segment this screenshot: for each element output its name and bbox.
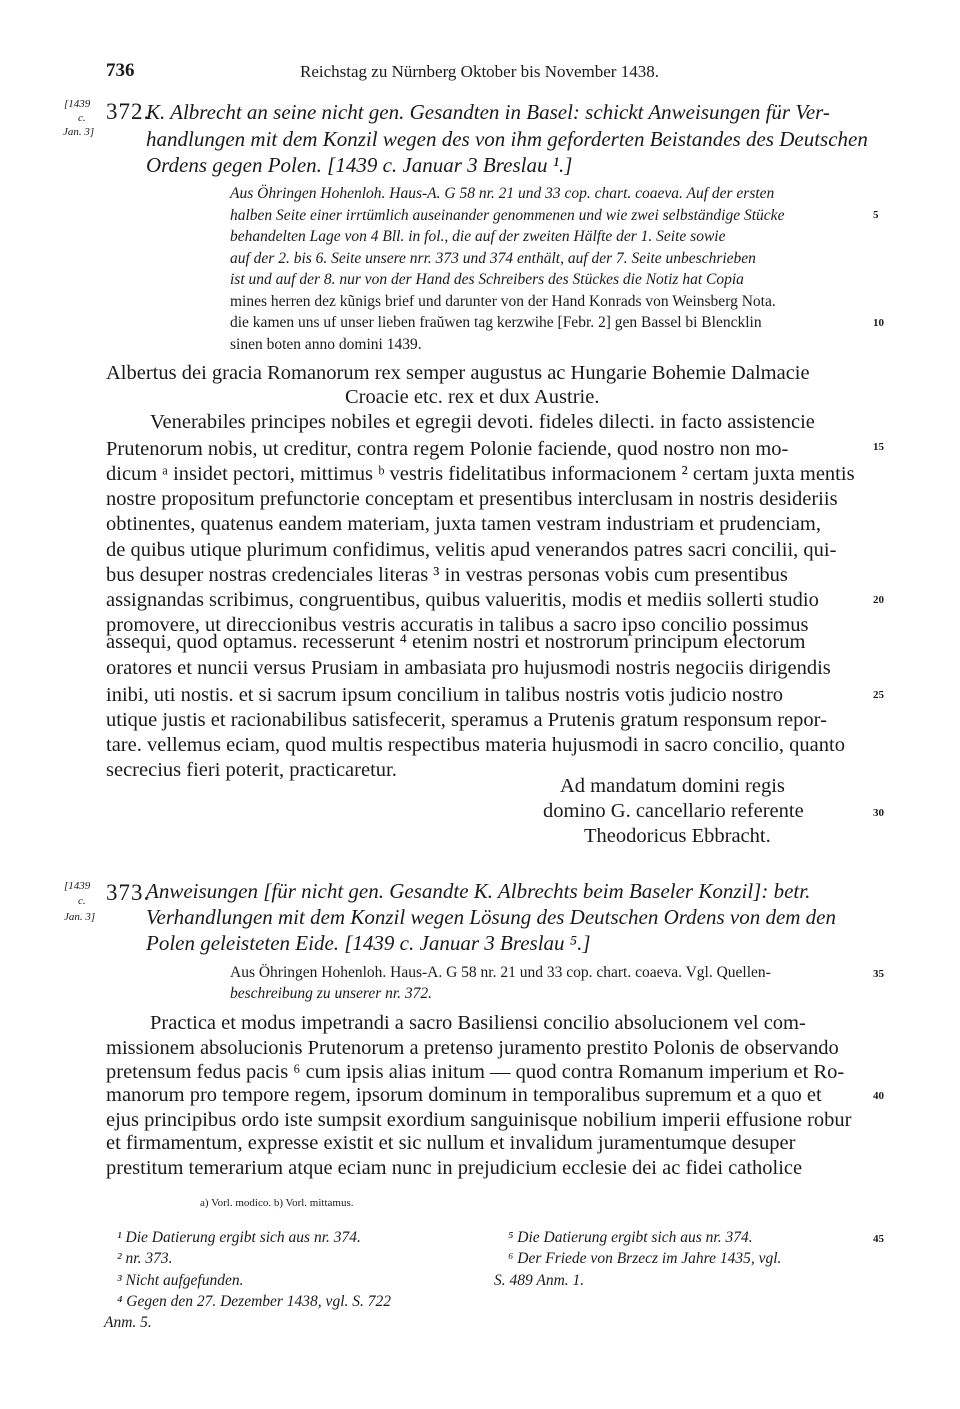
line-number-30: 30	[873, 807, 884, 819]
doc372-text-line-14: tare. vellemus eciam, quod multis respectibus materia hujusmodi in sacro concilio, quanto	[106, 734, 845, 756]
footnote-1: ¹ Die Datierung ergibt sich aus nr. 374.	[117, 1229, 361, 1246]
footnote-2: ² nr. 373.	[117, 1250, 173, 1267]
doc372-margin-date-3: Jan. 3]	[63, 126, 95, 138]
footnote-6-cont: S. 489 Anm. 1.	[494, 1272, 585, 1289]
variant-apparatus: a) Vorl. modico. b) Vorl. mittamus.	[200, 1197, 354, 1209]
doc373-title-line-3: Polen geleisteten Eide. [1439 c. Januar 3 Breslau ⁵.]	[146, 931, 591, 955]
doc373-text-line-5: ejus principibus ordo iste sumpsit exordium sanguinisque nobilium imperii effusione robur	[106, 1109, 852, 1131]
doc373-source-line-2: beschreibung zu unserer nr. 372.	[230, 985, 433, 1002]
doc372-intitulatio-1: Albertus dei gracia Romanorum rex semper augustus ac Hungarie Bohemie Dalmacie	[106, 362, 810, 384]
doc372-source-line-6: mines herren dez kũnigs brief und darunter von der Hand Konrads von Weinsberg Nota.	[230, 293, 776, 310]
doc373-title-line-2: Verhandlungen mit dem Konzil wegen Lösung des Deutschen Ordens von dem den	[146, 905, 836, 929]
doc372-title-line-1: K. Albrecht an seine nicht gen. Gesandten in Basel: schickt Anweisungen für Ver-	[146, 100, 830, 124]
doc372-text-line-9: promovere, ut direccionibus vestris accuratis in talibus a sacro ipso concilio possimus	[106, 614, 809, 636]
doc372-source-line-8: sinen boten anno domini 1439.	[230, 336, 422, 353]
doc372-source-line-7: die kamen uns uf unser lieben fraŭwen tag kerzwihe [Febr. 2] gen Bassel bi Blencklin	[230, 314, 762, 331]
doc372-text-line-8: assignandas scribimus, congruentibus, quibus valueritis, modis et mediis sollerti studio	[106, 589, 819, 611]
doc372-title-line-3: Ordens gegen Polen. [1439 c. Januar 3 Breslau ¹.]	[146, 153, 573, 177]
page-number: 736	[106, 60, 135, 81]
doc372-text-line-3: dicum ᵃ insidet pectori, mittimus ᵇ vestris fidelitatibus informacionem ² certam juxta mentis	[106, 463, 855, 485]
doc373-margin-date-2: c.	[78, 895, 86, 907]
doc372-margin-date-2: c.	[78, 112, 86, 124]
doc372-text-line-4: nostre propositum prefunctorie conceptam et presentibus interclusam in nostris desideriis	[106, 488, 838, 510]
doc372-text-line-12: inibi, uti nostis. et si sacrum ipsum concilium in talibus nostris votis judicio nostro	[106, 684, 784, 706]
doc372-text-line-10: assequi, quod optamus. recesserunt ⁴ etenim nostri et nostrorum principum electorum	[106, 631, 806, 653]
doc373-text-line-6: et firmamentum, expresse existit et sic nullum et invalidum juramentumque desuper	[106, 1132, 796, 1154]
footnote-5: ⁵ Die Datierung ergibt sich aus nr. 374.	[508, 1229, 753, 1246]
doc372-text-line-1: Venerabiles principes nobiles et egregii devoti. fideles dilecti. in facto assistencie	[150, 411, 815, 433]
doc373-number: 373.	[106, 880, 151, 905]
doc373-text-line-3: pretensum fedus pacis ⁶ cum ipsis alias initum — quod contra Romanum imperium et Ro-	[106, 1061, 845, 1083]
doc372-number: 372.	[106, 99, 151, 124]
footnote-4-cont: Anm. 5.	[104, 1314, 152, 1331]
doc372-source-line-4: auf der 2. bis 6. Seite unsere nrr. 373 und 374 enthält, auf der 7. Seite unbeschrieben	[230, 250, 756, 267]
doc373-margin-date-1: [1439	[64, 880, 91, 892]
line-number-25: 25	[873, 689, 884, 701]
doc373-text-line-7: prestitum temerarium atque eciam nunc in prejudicium ecclesie dei ac fidei catholice	[106, 1157, 803, 1179]
line-number-15: 15	[873, 441, 884, 453]
doc372-text-line-5: obtinentes, quatenus eandem materiam, juxta tamen vestram industriam et prudenciam,	[106, 513, 821, 535]
doc372-subscription-3: Theodoricus Ebbracht.	[584, 825, 771, 847]
line-number-40: 40	[873, 1090, 884, 1102]
doc372-text-line-6: de quibus utique plurimum confidimus, velitis apud venerandos patres sacri concilii, qui-	[106, 539, 837, 561]
footnote-4: ⁴ Gegen den 27. Dezember 1438, vgl. S. 722	[117, 1293, 391, 1310]
doc372-intitulatio-2: Croacie etc. rex et dux Austrie.	[345, 386, 600, 408]
doc373-text-line-4: manorum pro tempore regem, ipsorum dominum in temporalibus supremum et a quo et	[106, 1084, 822, 1106]
doc373-text-line-1: Practica et modus impetrandi a sacro Basiliensi concilio absolucionem vel com-	[150, 1012, 806, 1034]
line-number-20: 20	[873, 594, 884, 606]
doc372-text-line-11: oratores et nuncii versus Prusiam in ambasiata pro hujusmodi nostris negociis dirigendis	[106, 657, 831, 679]
doc372-title-line-2: handlungen mit dem Konzil wegen des von ihm geforderten Beistandes des Deutschen	[146, 127, 868, 151]
line-number-10: 10	[873, 317, 884, 329]
line-number-35: 35	[873, 968, 884, 980]
doc372-text-line-15: secrecius fieri poterit, practicaretur.	[106, 759, 397, 781]
doc372-source-line-2: halben Seite einer irrtümlich auseinander genommenen und wie zwei selbständige Stücke	[230, 207, 785, 224]
footnote-3: ³ Nicht aufgefunden.	[117, 1272, 244, 1289]
doc372-source-line-3: behandelten Lage von 4 Bll. in fol., die auf der zweiten Hälfte der 1. Seite sowie	[230, 228, 726, 245]
doc373-title-line-1: Anweisungen [für nicht gen. Gesandte K. Albrechts beim Baseler Konzil]: betr.	[146, 879, 811, 903]
doc372-subscription-2: domino G. cancellario referente	[543, 800, 804, 822]
doc372-text-line-7: bus desuper nostras credenciales literas ³ in vestras personas vobis cum presentibus	[106, 564, 788, 586]
running-head: Reichstag zu Nürnberg Oktober bis November 1438.	[300, 62, 659, 81]
line-number-5: 5	[873, 209, 879, 221]
doc373-text-line-2: missionem absolucionis Prutenorum a pretenso juramento prestito Polonis de observando	[106, 1037, 839, 1059]
footnote-6: ⁶ Der Friede von Brzecz im Jahre 1435, vgl.	[508, 1250, 782, 1267]
doc372-text-line-2: Prutenorum nobis, ut creditur, contra regem Polonie faciende, quod nostro non mo-	[106, 438, 789, 460]
doc372-source-line-1: Aus Öhringen Hohenloh. Haus-A. G 58 nr. 21 und 33 cop. chart. coaeva. Auf der ersten	[230, 185, 775, 202]
doc372-subscription-1: Ad mandatum domini regis	[560, 775, 785, 797]
doc373-margin-date-3: Jan. 3]	[64, 911, 96, 923]
doc372-source-line-5: ist und auf der 8. nur von der Hand des Schreibers des Stückes die Notiz hat Copia	[230, 271, 744, 288]
doc372-margin-date-1: [1439	[64, 98, 91, 110]
line-number-45: 45	[873, 1233, 884, 1245]
doc373-source-line-1: Aus Öhringen Hohenloh. Haus-A. G 58 nr. 21 und 33 cop. chart. coaeva. Vgl. Quellen-	[230, 964, 771, 981]
doc372-text-line-13: utique justis et racionabilibus satisfecerit, speramus a Prutenis gratum responsum repor-	[106, 709, 827, 731]
